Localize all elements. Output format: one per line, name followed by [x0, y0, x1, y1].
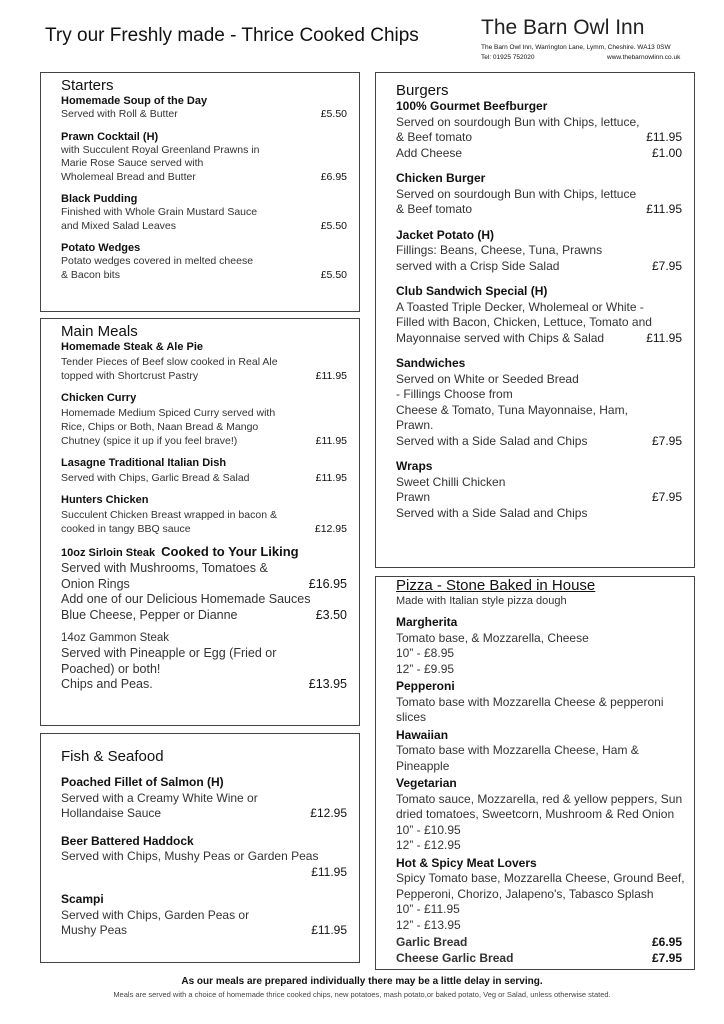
- item-description: Pepperoni, Chorizo, Jalapeno's, Tabasco Splash: [396, 886, 654, 901]
- item-line: [61, 108, 351, 122]
- item-description: Served on sourdough Bun with Chips, lettuce,: [396, 114, 640, 129]
- item-name: [61, 892, 351, 908]
- item-description: Wholemeal Bread and Butter: [61, 170, 196, 183]
- item-name-text: Hunters Chicken: [61, 494, 149, 506]
- item-line: [396, 695, 686, 726]
- item-line: [396, 506, 686, 522]
- item-price: £11.95: [315, 472, 347, 484]
- item-line: [396, 646, 686, 662]
- item-price: £11.95: [315, 435, 347, 447]
- item-description: Prawn.: [396, 418, 434, 432]
- item-name-text: Black Pudding: [61, 193, 138, 205]
- item-name: [396, 728, 686, 744]
- item-description: and Mixed Salad Leaves: [61, 219, 176, 232]
- item-line: [61, 865, 351, 881]
- item-name-text: Club Sandwich Special (H): [396, 284, 548, 298]
- menu-item: [61, 192, 351, 233]
- item-name: [61, 834, 351, 850]
- item-name: [61, 391, 351, 406]
- item-name: [396, 776, 686, 792]
- item-name: [61, 94, 351, 108]
- item-description: with Succulent Royal Greenland Prawns in: [61, 143, 260, 156]
- item-description: & Beef tomato: [396, 130, 473, 144]
- item-price: £6.95: [320, 170, 347, 183]
- item-line: [61, 220, 351, 234]
- item-name: [396, 679, 686, 695]
- item-price: £7.95: [651, 258, 682, 273]
- item-line: [396, 871, 686, 887]
- item-line: [396, 631, 686, 647]
- item-line: [396, 792, 686, 808]
- item-description: Fillings: Beans, Cheese, Tuna, Prawns: [396, 243, 603, 257]
- menu-item: [61, 544, 351, 623]
- item-line: [61, 508, 351, 522]
- item-line: [396, 838, 686, 854]
- section-title: Pizza - Stone Baked in House: [396, 577, 596, 594]
- item-line: [61, 592, 351, 608]
- item-description: Add Cheese: [396, 145, 463, 160]
- item-description: Served on sourdough Bun with Chips, lettuce: [396, 186, 637, 201]
- menu-item: [61, 94, 351, 122]
- item-description: Tender Pieces of Beef slow cooked in Real Ale: [61, 356, 278, 368]
- item-price: £5.50: [320, 219, 347, 232]
- item-line: [396, 918, 686, 934]
- item-description: 12” - £12.95: [396, 838, 461, 852]
- item-description: Cheese & Tomato, Tuna Mayonnaise, Ham,: [396, 402, 628, 417]
- item-line: [61, 406, 351, 420]
- menu-item: [61, 456, 351, 485]
- item-line: [61, 269, 351, 283]
- item-name: [396, 99, 686, 115]
- item-line: [61, 849, 351, 865]
- menu-item: [61, 631, 351, 693]
- item-description: Chutney (spice it up if you feel brave!): [61, 435, 238, 447]
- item-name-text: Pepperoni: [396, 679, 455, 693]
- item-description: Garlic Bread: [396, 935, 468, 949]
- menu-item: [396, 228, 686, 275]
- item-description: Blue Cheese, Pepper or Dianne: [61, 607, 238, 622]
- item-line: [61, 677, 351, 693]
- item-line: [396, 315, 686, 331]
- item-name: [396, 615, 686, 631]
- item-description: 12” - £9.95: [396, 661, 455, 676]
- item-line: [396, 490, 686, 506]
- item-line: [61, 144, 351, 158]
- item-line: [396, 115, 686, 131]
- item-description: Potato wedges covered in melted cheese: [61, 255, 254, 267]
- item-description: Hollandaise Sauce: [61, 806, 162, 820]
- item-name-text: Lasagne Traditional Italian Dish: [61, 457, 227, 469]
- item-line: [396, 331, 686, 347]
- item-name-text: Poached Fillet of Salmon (H): [61, 775, 224, 789]
- item-price: £11.95: [646, 330, 682, 345]
- menu-items: [396, 615, 686, 966]
- item-name: [61, 340, 351, 355]
- item-description: 12” - £13.95: [396, 917, 461, 932]
- item-line: [61, 471, 351, 485]
- item-line: [61, 662, 351, 678]
- item-description: Mayonnaise served with Chips & Salad: [396, 330, 605, 345]
- item-description: Onion Rings: [61, 576, 130, 591]
- item-description: Tomato base with Mozzarella Cheese & pepperoni slices: [396, 694, 664, 724]
- item-name-text: Scampi: [61, 892, 104, 906]
- menu-item: [396, 856, 686, 934]
- menu-item: [396, 935, 686, 966]
- item-line: [396, 243, 686, 259]
- menu-item: [396, 284, 686, 346]
- item-price: £1.00: [651, 145, 682, 160]
- item-description: 10” - £8.95: [396, 646, 455, 660]
- item-name: [396, 459, 686, 475]
- menu-item: [396, 459, 686, 521]
- item-price: £12.95: [310, 806, 347, 820]
- item-line: [396, 300, 686, 316]
- item-price: £11.95: [646, 202, 682, 216]
- item-description: Rice, Chips or Both, Naan Bread & Mango: [61, 421, 259, 433]
- inn-name: The Barn Owl Inn: [481, 16, 645, 39]
- item-line: [61, 420, 351, 434]
- item-name: [61, 130, 351, 144]
- menu-item: [396, 356, 686, 449]
- item-description: Served with Chips, Mushy Peas or Garden Peas: [61, 849, 319, 863]
- burgers-section: [375, 72, 695, 568]
- item-line: [61, 255, 351, 269]
- item-line: [61, 206, 351, 220]
- item-price: £5.50: [320, 268, 347, 281]
- item-description: Prawn: [396, 490, 431, 504]
- item-price: £13.95: [308, 677, 347, 691]
- item-description: Served with Chips, Garlic Bread & Salad: [61, 472, 250, 484]
- item-line: [61, 434, 351, 448]
- item-description: Served with Chips, Garden Peas or: [61, 907, 250, 922]
- item-line: [396, 187, 686, 203]
- section-subtitle: Made with Italian style pizza dough: [396, 595, 567, 607]
- item-price: £11.95: [311, 923, 347, 937]
- item-description: Marie Rose Sauce served with: [61, 157, 204, 169]
- item-description: Chips and Peas.: [61, 677, 153, 691]
- item-line: [61, 646, 351, 662]
- item-price: £5.50: [320, 108, 347, 120]
- item-line: [396, 935, 686, 951]
- item-price: £11.95: [315, 370, 347, 382]
- item-price: £12.95: [314, 523, 347, 535]
- item-line: [61, 806, 351, 822]
- website-link[interactable]: www.thebarnowlinn.co.uk: [607, 54, 681, 61]
- menu-items: [61, 340, 351, 693]
- item-name-text: 10oz Sirloin Steak: [61, 547, 156, 559]
- item-name: [396, 356, 686, 372]
- menu-item: [396, 615, 686, 677]
- item-name: [61, 241, 351, 255]
- item-description: Homemade Medium Spiced Curry served with: [61, 407, 276, 419]
- item-line: [396, 475, 686, 491]
- item-description: 10” - £11.95: [396, 902, 460, 916]
- item-name-text: Chicken Curry: [61, 392, 137, 404]
- item-name: [61, 493, 351, 508]
- menu-item: [61, 775, 351, 822]
- item-description: 10” - £10.95: [396, 822, 461, 837]
- item-description: topped with Shortcrust Pastry: [61, 370, 199, 382]
- menu-item: [61, 340, 351, 383]
- item-description: Succulent Chicken Breast wrapped in bacon &: [61, 509, 277, 521]
- item-description: Poached) or both!: [61, 661, 161, 676]
- section-title: Starters: [61, 77, 114, 94]
- item-description: cooked in tangy BBQ sauce: [61, 523, 191, 535]
- item-line: [61, 355, 351, 369]
- item-line: [61, 791, 351, 807]
- item-line: [396, 807, 686, 823]
- item-name-text: Jacket Potato (H): [396, 227, 495, 242]
- item-line: [396, 662, 686, 678]
- item-description: - Fillings Choose from: [396, 387, 513, 401]
- menu-item: [396, 679, 686, 726]
- item-description: Served with a Side Salad and Chips: [396, 433, 588, 448]
- item-name-text: Vegetarian: [396, 776, 457, 790]
- item-line: [61, 577, 351, 593]
- item-description: Finished with Whole Grain Mustard Sauce: [61, 206, 258, 218]
- telephone: Tel: 01925 752020: [481, 54, 535, 61]
- item-description: dried tomatoes, Sweetcorn, Mushroom & Red Onion: [396, 807, 675, 821]
- item-line: [61, 608, 351, 624]
- menu-item: [61, 391, 351, 448]
- item-subtitle: Cooked to Your Liking: [161, 544, 299, 559]
- item-name: [61, 456, 351, 471]
- item-price: £3.50: [315, 607, 347, 622]
- item-name-text: Hot & Spicy Meat Lovers: [396, 855, 537, 870]
- item-description: A Toasted Triple Decker, Wholemeal or White -: [396, 299, 644, 314]
- item-line: [396, 418, 686, 434]
- menu-item: [61, 892, 351, 939]
- item-line: [396, 146, 686, 162]
- menu-item: [61, 241, 351, 282]
- main-meals-section: [40, 318, 360, 726]
- section-title: Main Meals: [61, 323, 138, 340]
- item-name-text: Homemade Steak & Ale Pie: [61, 341, 204, 353]
- item-name-text: 14oz Gammon Steak: [61, 632, 170, 644]
- item-line: [61, 923, 351, 939]
- serving-delay-notice: As our meals are prepared individually there may be a little delay in serving.: [181, 976, 543, 987]
- item-line: [61, 908, 351, 924]
- item-description: Tomato sauce, Mozzarella, red & yellow peppers, Sun: [396, 791, 683, 806]
- item-description: Served with Mushrooms, Tomatoes &: [61, 561, 268, 575]
- item-line: [61, 157, 351, 171]
- item-price: £7.95: [651, 490, 682, 504]
- item-line: [61, 522, 351, 536]
- item-line: [396, 259, 686, 275]
- menu-item: [396, 99, 686, 161]
- item-price: £7.95: [651, 433, 682, 448]
- item-name: [396, 228, 686, 244]
- item-name-text: Hawaiian: [396, 727, 449, 742]
- item-name-text: Prawn Cocktail (H): [61, 130, 159, 143]
- item-name-text: Homemade Soup of the Day: [61, 95, 208, 107]
- pizza-section: [375, 576, 695, 970]
- item-line: [396, 372, 686, 388]
- menu-items: [61, 94, 351, 282]
- menu-item: [396, 171, 686, 218]
- item-name: [61, 775, 351, 791]
- item-line: [396, 887, 686, 903]
- item-name-text: Beer Battered Haddock: [61, 833, 194, 848]
- item-description: Served with a Side Salad and Chips: [396, 505, 588, 520]
- menu-item: [396, 776, 686, 854]
- starters-section: [40, 72, 360, 312]
- item-name: [396, 284, 686, 300]
- item-line: [396, 823, 686, 839]
- item-description: Tomato base, & Mozzarella, Cheese: [396, 630, 589, 645]
- item-name: [61, 544, 351, 561]
- item-name: [396, 856, 686, 872]
- item-line: [396, 403, 686, 419]
- item-description: Served on White or Seeded Bread: [396, 371, 579, 386]
- item-line: [61, 561, 351, 577]
- menu-item: [61, 130, 351, 185]
- item-description: Filled with Bacon, Chicken, Lettuce, Tomato and: [396, 315, 652, 329]
- sides-note: Meals are served with a choice of homemade thrice cooked chips, new potatoes, mash potato,or baked potato, Veg or Salad, unless otherwise stated.: [113, 990, 611, 999]
- item-line: [396, 743, 686, 774]
- item-name-text: Potato Wedges: [61, 242, 141, 254]
- item-description: Cheese Garlic Bread: [396, 950, 514, 965]
- item-price: £11.95: [646, 130, 682, 144]
- menu-item: [396, 728, 686, 775]
- item-name: [61, 631, 351, 646]
- item-description: & Beef tomato: [396, 202, 473, 216]
- item-line: [396, 387, 686, 403]
- menu-items: [396, 99, 686, 521]
- item-description: Add one of our Delicious Homemade Sauces: [61, 592, 311, 606]
- item-description: Served with Pineapple or Egg (Fried or: [61, 646, 277, 660]
- item-name-text: Wraps: [396, 459, 433, 473]
- item-line: [396, 902, 686, 918]
- section-title: Burgers: [396, 82, 449, 99]
- item-description: Sweet Chilli Chicken: [396, 474, 506, 489]
- item-description: Spicy Tomato base, Mozzarella Cheese, Ground Beef,: [396, 871, 685, 885]
- item-line: [61, 369, 351, 383]
- item-price: £11.95: [311, 864, 347, 879]
- item-name-text: 100% Gourmet Beefburger: [396, 99, 548, 113]
- item-line: [396, 434, 686, 450]
- item-description: Mushy Peas: [61, 923, 128, 937]
- item-name-text: Chicken Burger: [396, 171, 486, 185]
- item-description: Served with a Creamy White Wine or: [61, 790, 258, 805]
- item-line: [396, 130, 686, 146]
- item-name: [396, 171, 686, 187]
- item-description: Served with Roll & Butter: [61, 108, 178, 120]
- address: The Barn Owl Inn, Warrington Lane, Lymm, Cheshire. WA13 0SW: [481, 44, 671, 51]
- item-name: [61, 192, 351, 206]
- item-name-text: Margherita: [396, 615, 458, 629]
- fish-seafood-section: [40, 733, 360, 963]
- item-price: £16.95: [308, 576, 347, 591]
- item-price: £7.95: [651, 950, 682, 965]
- section-title: Fish & Seafood: [61, 748, 164, 765]
- item-line: [396, 202, 686, 218]
- item-description: & Bacon bits: [61, 268, 120, 281]
- item-description: Tomato base with Mozzarella Cheese, Ham & Pineapple: [396, 743, 639, 773]
- item-line: [61, 171, 351, 185]
- menu-item: [61, 834, 351, 881]
- item-price: £6.95: [651, 935, 682, 949]
- headline: Try our Freshly made - Thrice Cooked Chips: [45, 25, 419, 46]
- menu-items: [61, 775, 351, 939]
- item-line: [396, 951, 686, 967]
- item-description: served with a Crisp Side Salad: [396, 258, 560, 273]
- item-name-text: Sandwiches: [396, 356, 466, 370]
- menu-item: [61, 493, 351, 536]
